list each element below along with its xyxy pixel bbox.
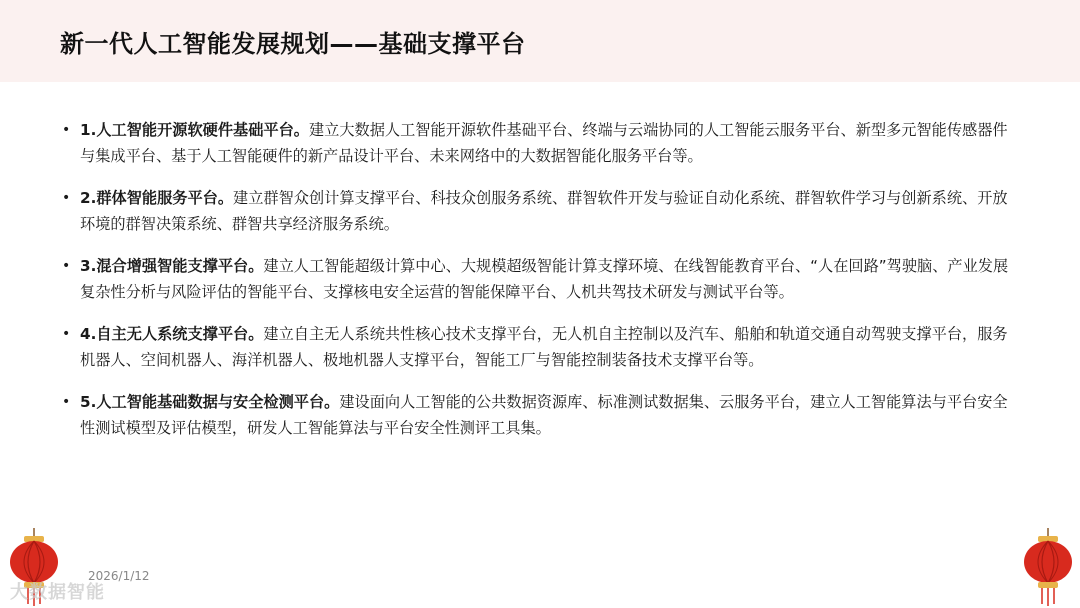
watermark: 大数据智能 <box>10 582 105 603</box>
lantern-right-icon <box>1020 528 1076 606</box>
item-text: 建立大数据人工智能开源软件基础平台、终端与云端协同的人工智能云服务平台、新型多元智能传感器件与集成平台、基于人工智能硬件的新产品设计平台、未来网络中的大数据智能化服务平台等。 <box>80 121 1008 165</box>
page-title: 新一代人工智能发展规划——基础支撑平台 <box>60 30 526 58</box>
bullet: • <box>62 394 71 410</box>
bullet: • <box>62 258 71 274</box>
item-title: 2.群体智能服务平台。 <box>80 189 234 207</box>
item-title: 4.自主无人系统支撑平台。 <box>80 325 264 343</box>
item-text: 建立自主无人系统共性核心技术支撑平台，无人机自主控制以及汽车、船舶和轨道交通自动驾驶支撑平台，服务机器人、空间机器人、海洋机器人、极地机器人支撑平台，智能工厂与智能控制装备技术支撑平台等。 <box>80 325 1008 369</box>
bullet: • <box>62 190 71 206</box>
item-title: 1.人工智能开源软硬件基础平台。 <box>80 121 309 139</box>
list-item <box>62 321 1022 373</box>
list-item <box>62 389 1022 441</box>
item-title: 3.混合增强智能支撑平台。 <box>80 257 264 275</box>
content-list <box>62 117 1022 457</box>
item-text: 建立群智众创计算支撑平台、科技众创服务系统、群智软件开发与验证自动化系统、群智软件学习与创新系统、开放环境的群智决策系统、群智共享经济服务系统。 <box>80 189 1008 233</box>
item-text: 建设面向人工智能的公共数据资源库、标准测试数据集、云服务平台，建立人工智能算法与平台安全性测试模型及评估模型，研发人工智能算法与平台安全性测评工具集。 <box>80 393 1008 437</box>
header-band <box>0 0 1080 82</box>
bullet: • <box>62 326 71 342</box>
list-item <box>62 185 1022 237</box>
slide-date: 2026/1/12 <box>88 569 150 583</box>
list-item <box>62 117 1022 169</box>
list-item <box>62 253 1022 305</box>
item-text: 建立人工智能超级计算中心、大规模超级智能计算支撑环境、在线智能教育平台、“人在回路”驾驶脑、产业发展复杂性分析与风险评估的智能平台、支撑核电安全运营的智能保障平台、人机共驾技术研发与测试平台等。 <box>80 257 1009 301</box>
item-title: 5.人工智能基础数据与安全检测平台。 <box>80 393 340 411</box>
bullet: • <box>62 122 71 138</box>
